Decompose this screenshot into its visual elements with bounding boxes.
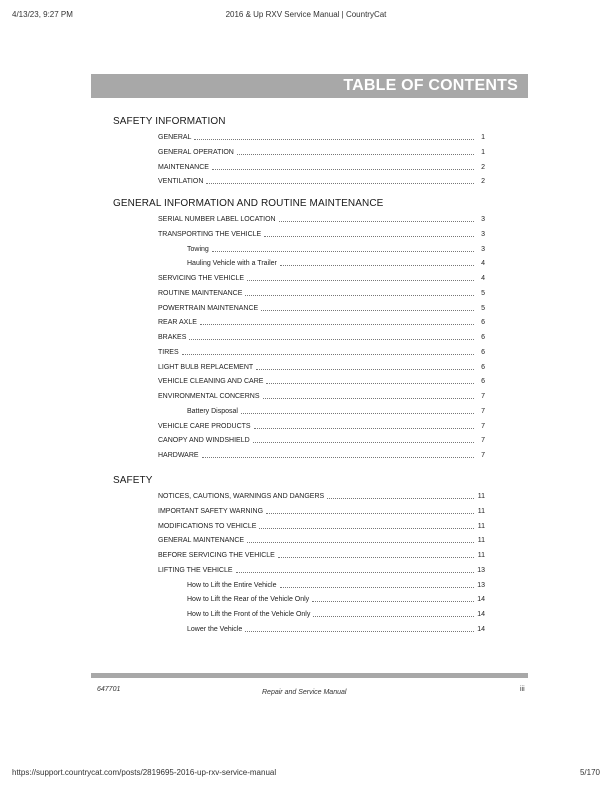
dot-leader xyxy=(312,595,474,602)
toc-entry-page: 13 xyxy=(477,566,485,574)
toc-entry[interactable] xyxy=(158,177,485,187)
toc-title: TABLE OF CONTENTS xyxy=(343,77,518,94)
toc-entry[interactable] xyxy=(158,522,485,532)
toc-entry[interactable] xyxy=(158,318,485,328)
toc-entry-label: LIFTING THE VEHICLE xyxy=(158,566,233,574)
toc-entry-label: CANOPY AND WINDSHIELD xyxy=(158,437,250,445)
toc-entry-page: 5 xyxy=(481,289,485,297)
toc-entry-page: 4 xyxy=(481,260,485,268)
toc-entry[interactable] xyxy=(158,507,485,517)
section-heading: SAFETY xyxy=(113,475,153,486)
toc-entry[interactable] xyxy=(158,551,485,561)
toc-entry[interactable] xyxy=(158,163,485,173)
dot-leader xyxy=(259,522,474,529)
dot-leader xyxy=(278,551,474,558)
toc-entry-label: GENERAL xyxy=(158,134,192,141)
toc-entry[interactable] xyxy=(187,625,485,635)
toc-entry-label: MAINTENANCE xyxy=(158,163,209,171)
toc-entry[interactable] xyxy=(158,492,485,502)
dot-leader xyxy=(200,318,474,325)
toc-entry[interactable] xyxy=(187,245,485,255)
dot-leader xyxy=(212,163,474,170)
toc-entry-page: 11 xyxy=(477,493,485,500)
dot-leader xyxy=(266,377,474,384)
toc-entry-label: POWERTRAIN MAINTENANCE xyxy=(158,304,259,312)
toc-entry-label: How to Lift the Front of the Vehicle Only xyxy=(187,611,311,618)
toc-entry[interactable] xyxy=(158,215,485,225)
toc-entry-page: 11 xyxy=(477,522,485,530)
toc-entry-page: 7 xyxy=(481,437,485,445)
toc-entry-page: 6 xyxy=(481,348,485,356)
toc-entry-page: 6 xyxy=(481,363,485,371)
toc-entry-label: VEHICLE CLEANING AND CARE xyxy=(158,378,264,386)
toc-entry-label: HARDWARE xyxy=(158,452,199,459)
toc-entry-label: Battery Disposal xyxy=(187,407,238,415)
dot-leader xyxy=(236,566,474,573)
toc-entry-page: 4 xyxy=(481,275,485,282)
toc-entry-label: ENVIRONMENTAL CONCERNS xyxy=(158,393,260,400)
toc-entry-label: BEFORE SERVICING THE VEHICLE xyxy=(158,552,275,559)
toc-entry-label: Lower the Vehicle xyxy=(187,625,243,633)
manual-name: Repair and Service Manual xyxy=(262,689,347,696)
toc-entry[interactable] xyxy=(158,333,485,343)
dot-leader xyxy=(279,215,474,222)
dot-leader xyxy=(206,177,474,184)
toc-entry-label: Hauling Vehicle with a Trailer xyxy=(187,260,277,268)
toc-entry-label: TIRES xyxy=(158,348,179,356)
toc-entry-page: 14 xyxy=(477,625,485,633)
print-datetime: 4/13/23, 9:27 PM xyxy=(12,10,73,19)
toc-entry-page: 2 xyxy=(481,178,485,186)
toc-entry[interactable] xyxy=(158,536,485,546)
toc-entry-label: TRANSPORTING THE VEHICLE xyxy=(158,230,262,238)
toc-entry[interactable] xyxy=(158,148,485,158)
toc-entry[interactable] xyxy=(158,230,485,240)
toc-entry[interactable] xyxy=(187,595,485,605)
dot-leader xyxy=(245,625,474,632)
toc-entry-label: SERVICING THE VEHICLE xyxy=(158,275,245,282)
toc-entry-label: LIGHT BULB REPLACEMENT xyxy=(158,363,254,371)
print-title: 2016 & Up RXV Service Manual | CountryCat xyxy=(225,10,387,19)
document-number: 647701 xyxy=(97,686,121,693)
toc-entry[interactable] xyxy=(158,304,485,314)
toc-entry[interactable] xyxy=(158,566,485,576)
toc-entry-page: 13 xyxy=(477,581,485,589)
toc-entry-page: 14 xyxy=(477,596,485,604)
toc-entry-label: NOTICES, CAUTIONS, WARNINGS AND DANGERS xyxy=(158,493,325,500)
toc-entry-page: 11 xyxy=(477,552,485,559)
roman-page-number: iii xyxy=(520,686,525,693)
toc-entry-page: 11 xyxy=(477,537,485,545)
toc-entry-label: VEHICLE CARE PRODUCTS xyxy=(158,422,251,430)
dot-leader xyxy=(327,492,474,499)
dot-leader xyxy=(245,289,474,296)
toc-entry-page: 2 xyxy=(481,163,485,171)
toc-entry-page: 6 xyxy=(481,319,485,327)
dot-leader xyxy=(261,304,474,311)
print-page-count: 5/170 xyxy=(579,768,600,777)
section-heading: SAFETY INFORMATION xyxy=(113,116,226,127)
toc-entry[interactable] xyxy=(187,581,485,591)
toc-entry-label: VENTILATION xyxy=(158,178,204,186)
dot-leader xyxy=(182,348,474,355)
dot-leader xyxy=(189,333,474,340)
toc-entry-label: GENERAL OPERATION xyxy=(158,148,234,156)
dot-leader xyxy=(266,507,474,514)
toc-entry-page: 7 xyxy=(481,422,485,430)
dot-leader xyxy=(264,230,474,237)
toc-entry-label: BRAKES xyxy=(158,334,187,341)
toc-entry-label: IMPORTANT SAFETY WARNING xyxy=(158,507,264,515)
toc-entry-page: 11 xyxy=(477,507,485,515)
toc-entry[interactable] xyxy=(187,259,485,269)
toc-entry-page: 3 xyxy=(481,216,485,223)
toc-entry[interactable] xyxy=(158,436,485,446)
dot-leader xyxy=(194,133,474,140)
toc-entry-page: 1 xyxy=(481,148,485,156)
dot-leader xyxy=(212,245,474,252)
toc-entry-page: 3 xyxy=(481,230,485,238)
toc-entry-page: 5 xyxy=(481,304,485,312)
toc-entry-page: 7 xyxy=(481,452,485,459)
toc-entry-page: 6 xyxy=(481,378,485,386)
toc-entry[interactable] xyxy=(158,451,485,461)
toc-entry-page: 1 xyxy=(481,134,485,141)
toc-entry-page: 3 xyxy=(481,245,485,253)
toc-entry-label: How to Lift the Rear of the Vehicle Only xyxy=(187,596,310,604)
toc-entry-page: 6 xyxy=(481,334,485,341)
dot-leader xyxy=(313,610,474,617)
toc-entry-label: Towing xyxy=(187,245,209,253)
toc-entry[interactable] xyxy=(158,422,485,432)
toc-entry-page: 7 xyxy=(481,393,485,400)
toc-entry-page: 7 xyxy=(481,407,485,415)
toc-entry[interactable] xyxy=(187,407,485,417)
toc-entry[interactable] xyxy=(158,392,485,402)
print-url[interactable]: https://support.countrycat.com/posts/2819695-2016-up-rxv-service-manual xyxy=(12,768,277,777)
section-heading: GENERAL INFORMATION AND ROUTINE MAINTENANCE xyxy=(113,198,384,209)
dot-leader xyxy=(241,407,474,414)
dot-leader xyxy=(237,148,474,155)
toc-entry[interactable] xyxy=(158,274,485,284)
toc-entry-label: ROUTINE MAINTENANCE xyxy=(158,289,243,297)
toc-entry-label: How to Lift the Entire Vehicle xyxy=(187,581,277,589)
toc-entry-label: REAR AXLE xyxy=(158,319,197,327)
toc-entry-label: MODIFICATIONS TO VEHICLE xyxy=(158,522,257,530)
toc-entry[interactable] xyxy=(158,289,485,299)
toc-entry[interactable] xyxy=(158,133,485,143)
toc-entry[interactable] xyxy=(158,363,485,373)
dot-leader xyxy=(263,392,474,399)
dot-leader xyxy=(280,581,475,588)
toc-entry-label: GENERAL MAINTENANCE xyxy=(158,537,245,545)
dot-leader xyxy=(254,422,474,429)
dot-leader xyxy=(247,274,474,281)
footer-rule xyxy=(91,673,528,678)
dot-leader xyxy=(247,536,474,543)
toc-entry-page: 14 xyxy=(477,611,485,618)
dot-leader xyxy=(280,259,474,266)
toc-entry-label: SERIAL NUMBER LABEL LOCATION xyxy=(158,216,276,223)
dot-leader xyxy=(253,436,474,443)
toc-entry[interactable] xyxy=(187,610,485,620)
dot-leader xyxy=(202,451,474,458)
toc-banner xyxy=(91,74,528,98)
toc-entry[interactable] xyxy=(158,348,485,358)
toc-entry[interactable] xyxy=(158,377,485,387)
dot-leader xyxy=(256,363,474,370)
